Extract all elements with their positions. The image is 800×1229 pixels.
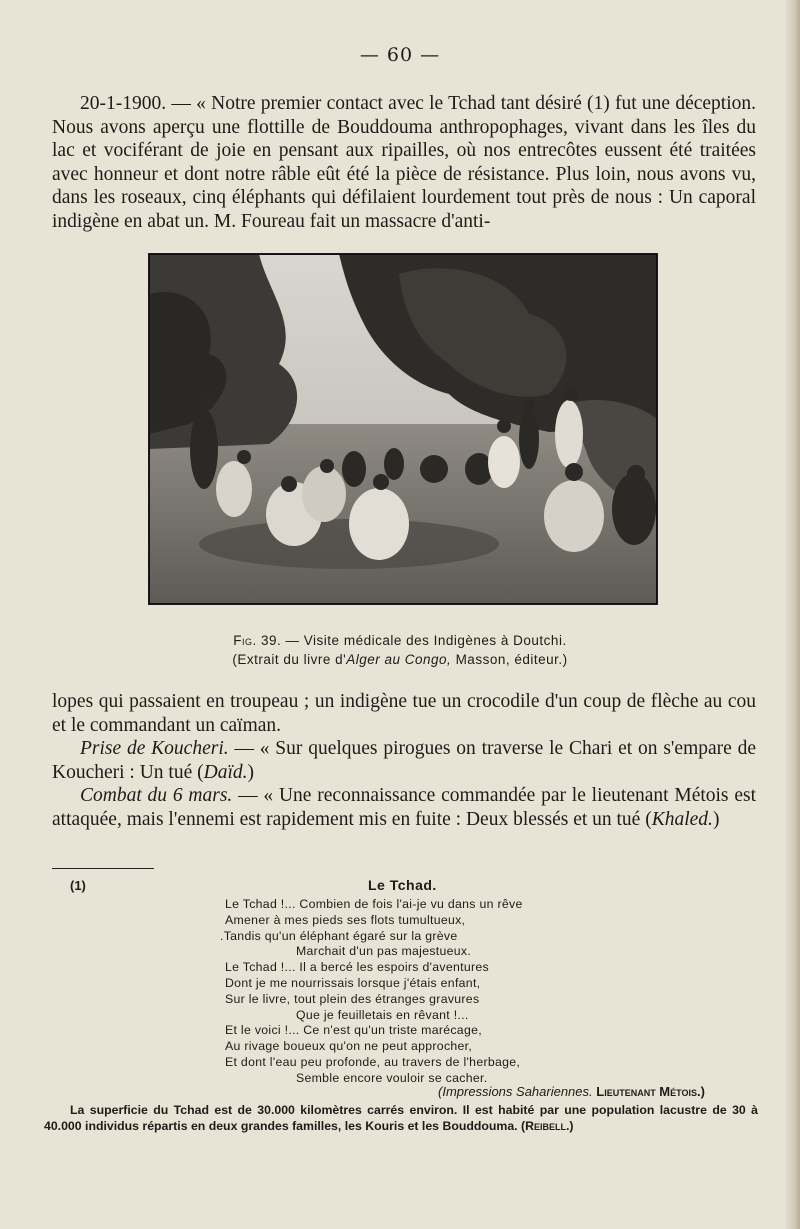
poem-line: Dont je me nourrissais lorsque j'étais enfant,: [225, 975, 481, 990]
figure-label: Fig. 39.: [233, 633, 282, 648]
poem-line: Au rivage boueux qu'on ne peut approcher,: [225, 1039, 473, 1054]
figure-caption: [0, 633, 800, 648]
poem-line: Semble encore vouloir se cacher.: [296, 1070, 488, 1085]
poem-line: Et le voici !... Ce n'est qu'un triste marécage,: [225, 1023, 482, 1038]
koucheri-author: Daïd.: [203, 761, 248, 783]
post-figure-text: [52, 690, 756, 831]
figure-title: — Visite médicale des Indigènes à Doutchi.: [281, 633, 567, 648]
combat-text: — « Une reconnaissance commandée par le lieutenant Métois est attaquée, mais l'ennemi est rapidement mis en fuite : Deux blessés et un tué (: [52, 785, 756, 830]
lake-note: [44, 1102, 758, 1134]
lake-note-text: La superficie du Tchad est de 30.000 kilomètres carrés environ. Il est habité par une population lacustre de 30 à 40.000 individus répartis en deux grandes familles, les Kouris et les Bouddouma. (: [44, 1103, 758, 1133]
koucheri-heading: Prise de Koucheri.: [80, 738, 229, 759]
intro-paragraph: [52, 92, 756, 233]
poem-line: Amener à mes pieds ses flots tumultueux,: [225, 912, 466, 927]
figure-source-prefix: (Extrait du livre d': [232, 652, 347, 667]
page-number: — 60 —: [359, 44, 441, 66]
intro-text: 20-1-1900. — « Notre premier contact avec le Tchad tant désiré (1) fut une déception. Nous avons aperçu une flottille de Bouddouma anthropophages, vivant dans les îles du lac et vociférant de joie en pensant aux ripailles, où nos entrecôtes eussent été traitées avec honneur et dont notre râble eût été la pièce de résistance. Plus loin, nous avons vu, dans les roseaux, cinq éléphants qui défilaient lourdement tout près de nous : Un caporal indigène en abat un. M. Foureau fait un massacre d'anti-: [52, 93, 756, 232]
koucheri-close: ): [247, 761, 254, 783]
koucheri-text: — « Sur quelques pirogues on traverse le Chari et on s'empare de Koucheri : Un tué (: [52, 738, 757, 783]
poem-source: [438, 1084, 705, 1099]
combat-author: Khaled.: [651, 808, 713, 830]
combat-paragraph: [52, 784, 756, 831]
poem-source-author: Lieutenant Métois.): [592, 1084, 705, 1099]
poem: [0, 897, 800, 1087]
poem-line: Sur le livre, tout plein des étranges gravures: [225, 991, 480, 1006]
poem-line: .Tandis qu'un éléphant égaré sur la grève: [220, 928, 458, 943]
poem-title: Le Tchad.: [368, 877, 437, 893]
footnote-rule: [52, 868, 154, 869]
lake-note-author: Reibell.: [525, 1119, 570, 1133]
poem-line: Que je feuilletais en rêvant !...: [296, 1007, 469, 1022]
combat-close: ): [712, 808, 720, 830]
figure-source-book: Alger au Congo,: [346, 652, 452, 667]
poem-line: Et dont l'eau peu profonde, au travers de l'herbage,: [225, 1054, 521, 1069]
continuation-paragraph: lopes qui passaient en troupeau ; un indigène tue un crocodile d'un coup de flèche au cou et le commandant un caïman.: [52, 691, 756, 736]
poem-line: Le Tchad !... Combien de fois l'ai-je vu dans un rêve: [225, 897, 523, 911]
lake-note-close: ): [569, 1119, 574, 1133]
poem-line: Le Tchad !... Il a bercé les espoirs d'aventures: [225, 960, 489, 975]
figure-source-suffix: Masson, éditeur.): [451, 652, 568, 667]
figure-source: [0, 652, 800, 667]
poem-source-work: (Impressions Sahariennes.: [438, 1084, 593, 1099]
koucheri-paragraph: [52, 737, 756, 784]
figure-photo: [148, 253, 658, 605]
photo-medical-visit: [149, 254, 657, 604]
combat-heading: Combat du 6 mars.: [80, 785, 233, 806]
poem-line: Marchait d'un pas majestueux.: [296, 944, 472, 959]
footnote-mark: (1): [70, 878, 86, 893]
